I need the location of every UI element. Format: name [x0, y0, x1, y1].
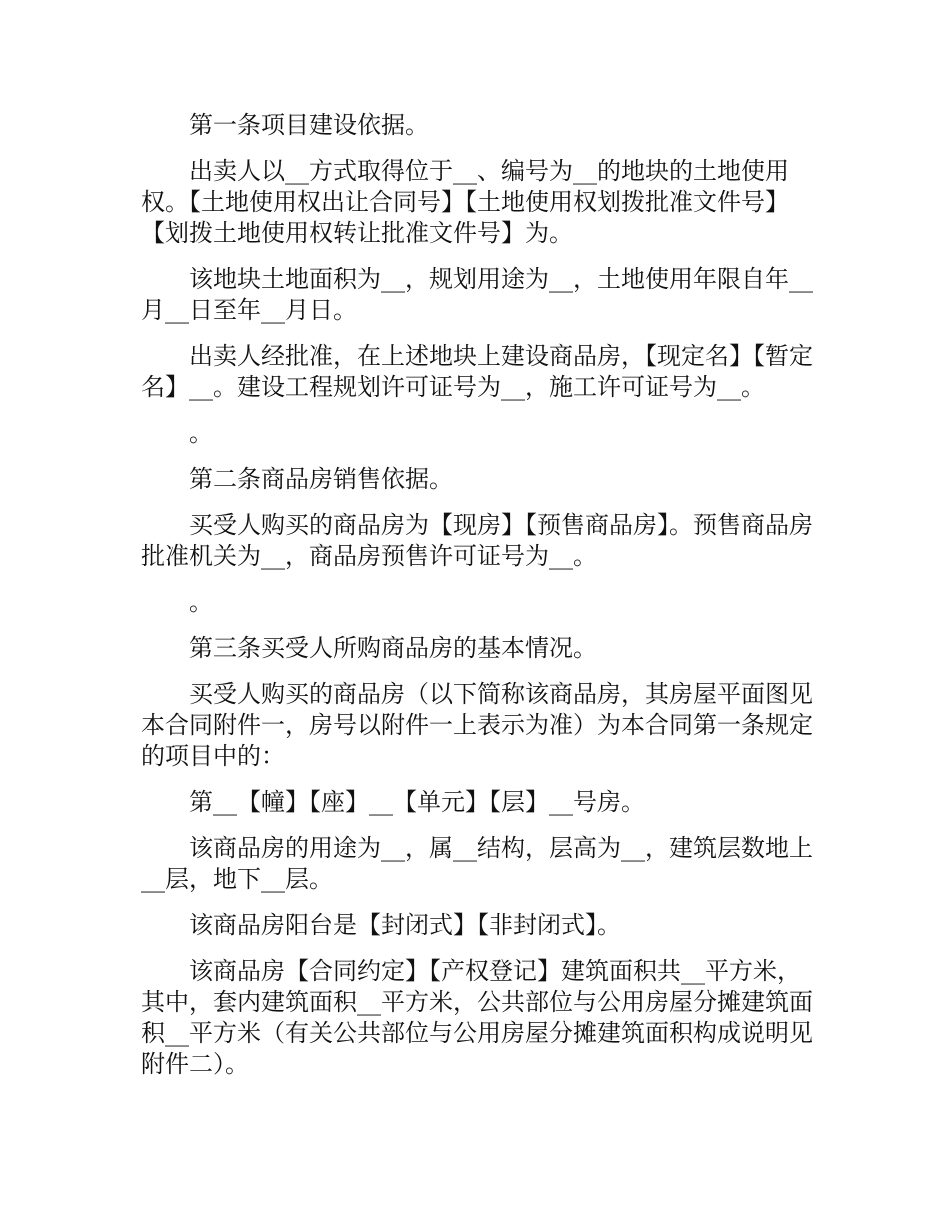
article-1-permits: 出卖人经批准，在上述地块上建设商品房，【现定名】【暂定名】__。建设工程规划许可证号为__，施工许可证号为__。 [141, 342, 813, 401]
article-3-property-intro: 买受人购买的商品房（以下简称该商品房，其房屋平面图见本合同附件一，房号以附件一上表示为准）为本合同第一条规定的项目中的： [141, 680, 813, 770]
article-1-land-rights: 出卖人以__方式取得位于__、编号为__的地块的土地使用权。【土地使用权出让合同号】【土地使用权划拨批准文件号】【划拨土地使用权转让批准文件号】为。 [141, 157, 789, 247]
article-3-unit-number: 第__【幢】【座】__【单元】【层】__号房。 [189, 788, 645, 816]
article-1-land-area: 该地块土地面积为__，规划用途为__，土地使用年限自年__月__日至年__月日。 [141, 265, 813, 324]
article-2-end-mark: 。 [189, 588, 213, 616]
article-3-balcony: 该商品房阳台是【封闭式】【非封闭式】。 [189, 911, 621, 939]
article-3-floor-area: 该商品房【合同约定】【产权登记】建筑面积共__平方米，其中，套内建筑面积__平方米，公共部位与公用房屋分摊建筑面积__平方米（有关公共部位与公用房屋分摊建筑面积构成说明见附件二）。 [141, 957, 813, 1078]
article-3-heading: 第三条买受人所购商品房的基本情况。 [189, 634, 597, 662]
document-body [141, 110, 813, 1095]
article-2-sale-basis: 买受人购买的商品房为【现房】【预售商品房】。预售商品房批准机关为__，商品房预售许可证号为__。 [141, 511, 813, 570]
article-1-end-mark: 。 [189, 419, 213, 447]
article-1-heading: 第一条项目建设依据。 [189, 111, 429, 139]
article-2-heading: 第二条商品房销售依据。 [189, 465, 453, 493]
article-3-use-structure: 该商品房的用途为__，属__结构，层高为__，建筑层数地上__层，地下__层。 [141, 834, 813, 893]
